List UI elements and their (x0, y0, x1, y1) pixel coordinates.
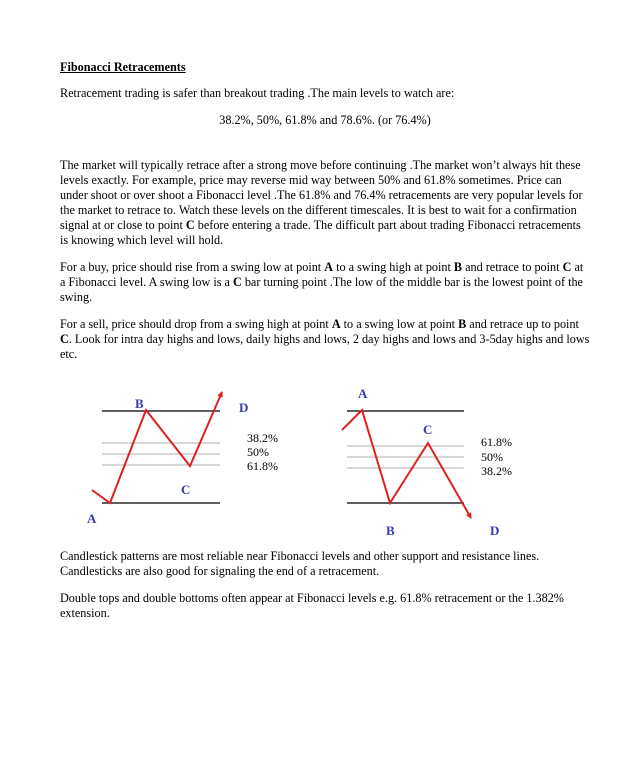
sell-text: . Look for intra day highs and lows, daily highs and lows, 2 day highs and lows and 3-5day highs and lows etc. (60, 332, 590, 361)
sell-level-label: 38.2% (481, 464, 512, 478)
buy-point-a: A (324, 260, 334, 274)
buy-level-label: 38.2% (247, 431, 278, 445)
retrace-paragraph (60, 158, 590, 248)
buy-point-c: C (562, 260, 572, 274)
buy-level-label: 50% (247, 445, 269, 459)
candles-paragraph: Candlestick patterns are most reliable near Fibonacci levels and other support and resistance lines. Candlesticks are also good for signaling the end of a retracement. (60, 549, 540, 578)
sell-level-label: 50% (481, 450, 503, 464)
sell-label-b: B (386, 523, 395, 538)
buy-label-b: B (135, 396, 144, 411)
document-body (60, 60, 590, 374)
sell-paragraph (60, 317, 590, 362)
sell-price-path (342, 410, 471, 518)
sell-point-c: C (60, 332, 69, 346)
buy-diagram (87, 392, 278, 526)
buy-text: bar turning point .The low of the middle bar is the lowest point of the swing. (60, 275, 583, 304)
sell-diagram (342, 386, 512, 538)
buy-c-bar: C (232, 275, 242, 289)
buy-text: at a Fibonacci level. A swing low is a (60, 260, 584, 289)
buy-price-path (92, 392, 222, 503)
levels-line: 38.2%, 50%, 61.8% and 78.6%. (or 76.4%) (219, 113, 431, 127)
sell-text: For a sell, price should drop from a swing high at point (60, 317, 332, 331)
sell-point-b: B (458, 317, 467, 331)
buy-text: For a buy, price should rise from a swing low at point (60, 260, 325, 274)
buy-text: to a swing high at point (333, 260, 454, 274)
buy-label-d: D (239, 400, 249, 415)
buy-paragraph (60, 260, 590, 305)
sell-text: and retrace up to point (466, 317, 579, 331)
sell-label-a: A (358, 386, 368, 401)
sell-text: to a swing low at point (340, 317, 459, 331)
point-c-bold: C (185, 218, 195, 232)
buy-text: and retrace to point (462, 260, 563, 274)
buy-label-a: A (87, 511, 97, 526)
buy-label-c: C (181, 482, 191, 497)
document-body-lower (60, 549, 590, 633)
sell-point-a: A (331, 317, 341, 331)
retrace-text-end: before entering a trade. The difficult part about trading Fibonacci retracements is knowing which level will hold. (60, 218, 581, 247)
intro-paragraph: Retracement trading is safer than breakout trading .The main levels to watch are: (60, 86, 455, 100)
buy-point-b: B (453, 260, 463, 274)
sell-label-c: C (423, 422, 433, 437)
sell-level-label: 61.8% (481, 435, 512, 449)
retrace-text: The market will typically retrace after a strong move before continuing .The market won’t always hit these levels exactly. For example, price may reverse mid way between 50% and 61.8% sometimes. Price can under shoot or over shoot a Fibonacci level .The 61.8% and 76.4% retracements are very popular levels for the market to retrace to. Watch these levels on the different timescales. It is best to wait for a confirmation signal at or close to point (60, 158, 583, 232)
double-paragraph: Double tops and double bottoms often appear at Fibonacci levels e.g. 61.8% retracement or the 1.382% extension. (60, 591, 564, 620)
buy-level-label: 61.8% (247, 459, 278, 473)
page-title: Fibonacci Retracements (60, 60, 186, 74)
sell-label-d: D (490, 523, 500, 538)
